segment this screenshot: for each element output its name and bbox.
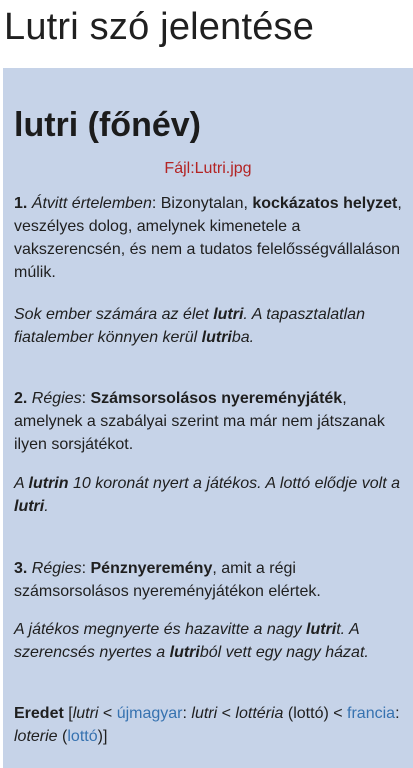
example-segment: A játékos megnyerte és hazavitte a nagy — [14, 621, 307, 638]
separator: : — [151, 195, 161, 212]
separator: : — [81, 560, 91, 577]
etymology-label: Eredet — [14, 705, 64, 722]
example-keyword: lutri — [213, 306, 244, 323]
sense-3-definition — [14, 557, 406, 603]
example-keyword: lutri — [169, 644, 200, 661]
etymology-text: : — [182, 705, 192, 722]
example-segment: ba. — [231, 329, 255, 346]
definition-keyword: Pénznyeremény — [90, 560, 213, 577]
image-file-link[interactable]: Fájl:Lutri.jpg — [164, 160, 252, 177]
etymology-word: lutri — [72, 705, 99, 722]
example-keyword: lutri — [201, 329, 232, 346]
example-segment: ból vett egy nagy házat. — [199, 644, 369, 661]
etymology-text: < — [217, 705, 236, 722]
example-segment: 10 koronát nyert a játékos. A lottó elődje volt a — [68, 475, 400, 492]
sense-number: 3. — [14, 560, 28, 577]
definition-text: , amit a régi számsorsolásos nyereményjátékon elértek. — [14, 560, 321, 600]
etymology-word: lutri — [191, 705, 218, 722]
page-title: Lutri szó jelentése — [4, 6, 315, 48]
etymology-text: (lottó) < — [283, 705, 348, 722]
sense-label: Átvitt értelemben — [31, 195, 152, 212]
example-keyword: lutrin — [28, 475, 69, 492]
sense-label: Régies — [31, 390, 82, 407]
etymology-text: ( — [57, 728, 68, 745]
sense-number: 2. — [14, 390, 28, 407]
etymology-text: < — [98, 705, 117, 722]
sense-number: 1. — [14, 195, 28, 212]
definition-text: Bizonytalan, — [160, 195, 253, 212]
sense-3-example — [14, 618, 406, 664]
definition-text: , veszélyes dolog, amelynek kimenetele a vakszerencsén, és nem a tudatos felelősségvállaláson múlik. — [14, 195, 402, 281]
etymology-word: lottéria — [235, 705, 284, 722]
sense-1-definition — [14, 192, 406, 284]
example-segment: . A tapasztalatlan fiatalember könnyen kerül — [14, 306, 365, 346]
etymology — [14, 702, 406, 748]
language-link-ujmagyar[interactable]: újmagyar — [116, 705, 183, 722]
definition-panel — [3, 68, 413, 768]
example-keyword: lutri — [306, 621, 337, 638]
example-segment: t. A szerencsés nyertes a — [14, 621, 360, 661]
etymology-text: [ — [63, 705, 73, 722]
sense-label: Régies — [31, 560, 82, 577]
sense-2-definition — [14, 387, 406, 456]
separator: : — [81, 390, 91, 407]
language-link-francia[interactable]: francia — [347, 705, 396, 722]
example-segment: A — [14, 475, 29, 492]
example-segment: . — [44, 498, 49, 515]
sense-1-example — [14, 303, 406, 349]
definition-keyword: kockázatos helyzet — [252, 195, 398, 212]
example-keyword: lutri — [14, 498, 45, 515]
definition-text: , amelynek a szabályai szerint ma már nem játszanak ilyen sorsjátékot. — [14, 390, 385, 453]
headword: lutri (főnév) — [14, 106, 201, 144]
etymology-text: : — [395, 705, 400, 722]
sense-2-example — [14, 472, 406, 518]
etymology-word: loterie — [14, 728, 58, 745]
etymology-text: )] — [97, 728, 108, 745]
example-segment: Sok ember számára az élet — [14, 306, 214, 323]
link-lotto[interactable]: lottó — [67, 728, 98, 745]
definition-keyword: Számsorsolásos nyereményjáték — [90, 390, 343, 407]
